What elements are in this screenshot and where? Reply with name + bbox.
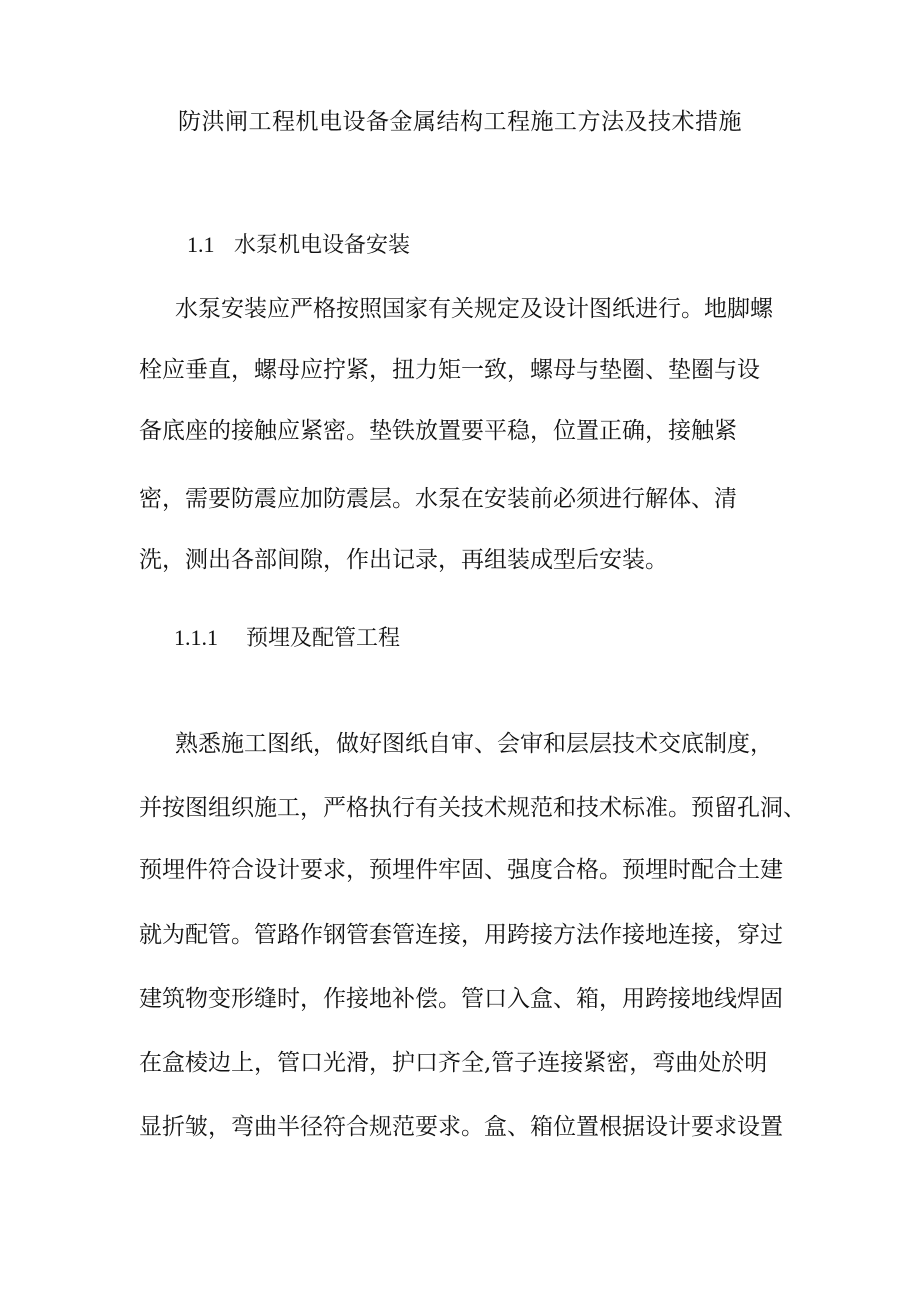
paragraph-line: 洗，测出各部间隙，作出记录，再组装成型后安装。 [139, 547, 668, 573]
section-heading-1-1-1 [174, 620, 400, 657]
paragraph-line: 栓应垂直，螺母应拧紧，扭力矩一致，螺母与垫圈、垫圈与设 [139, 357, 760, 383]
paragraph-line: 在盒棱边上，管口光滑，护口齐全,管子连接紧密，弯曲处於明 [139, 1050, 768, 1076]
paragraph-line: 水泵安装应严格按照国家有关规定及设计图纸进行。地脚螺 [175, 296, 773, 322]
paragraph-line: 建筑物变形缝时，作接地补偿。管口入盒、箱，用跨接地线焊固 [139, 986, 783, 1012]
paragraph-line: 熟悉施工图纸，做好图纸自审、会审和层层技术交底制度， [175, 731, 773, 757]
paragraph-line: 密，需要防震应加防震层。水泵在安装前必须进行解体、清 [139, 486, 737, 512]
paragraph-line: 显折皱，弯曲半径符合规范要求。盒、箱位置根据设计要求设置 [139, 1114, 783, 1140]
document-title: 防洪闸工程机电设备金属结构工程施工方法及技术措施 [178, 109, 742, 135]
paragraph-line: 并按图组织施工，严格执行有关技术规范和技术标准。预留孔洞、 [139, 795, 806, 821]
paragraph-line: 就为配管。管路作钢管套管连接，用跨接方法作接地连接，穿过 [139, 922, 783, 948]
section-heading-1-1 [187, 227, 410, 264]
section-title: 水泵机电设备安装 [234, 233, 411, 258]
section-number: 1.1 [187, 232, 215, 257]
section-title: 预埋及配管工程 [246, 626, 401, 651]
paragraph-line: 预埋件符合设计要求，预埋件牢固、强度合格。预埋时配合土建 [139, 857, 783, 883]
section-number: 1.1.1 [174, 625, 218, 650]
paragraph-line: 备底座的接触应紧密。垫铁放置要平稳，位置正确，接触紧 [139, 418, 737, 444]
